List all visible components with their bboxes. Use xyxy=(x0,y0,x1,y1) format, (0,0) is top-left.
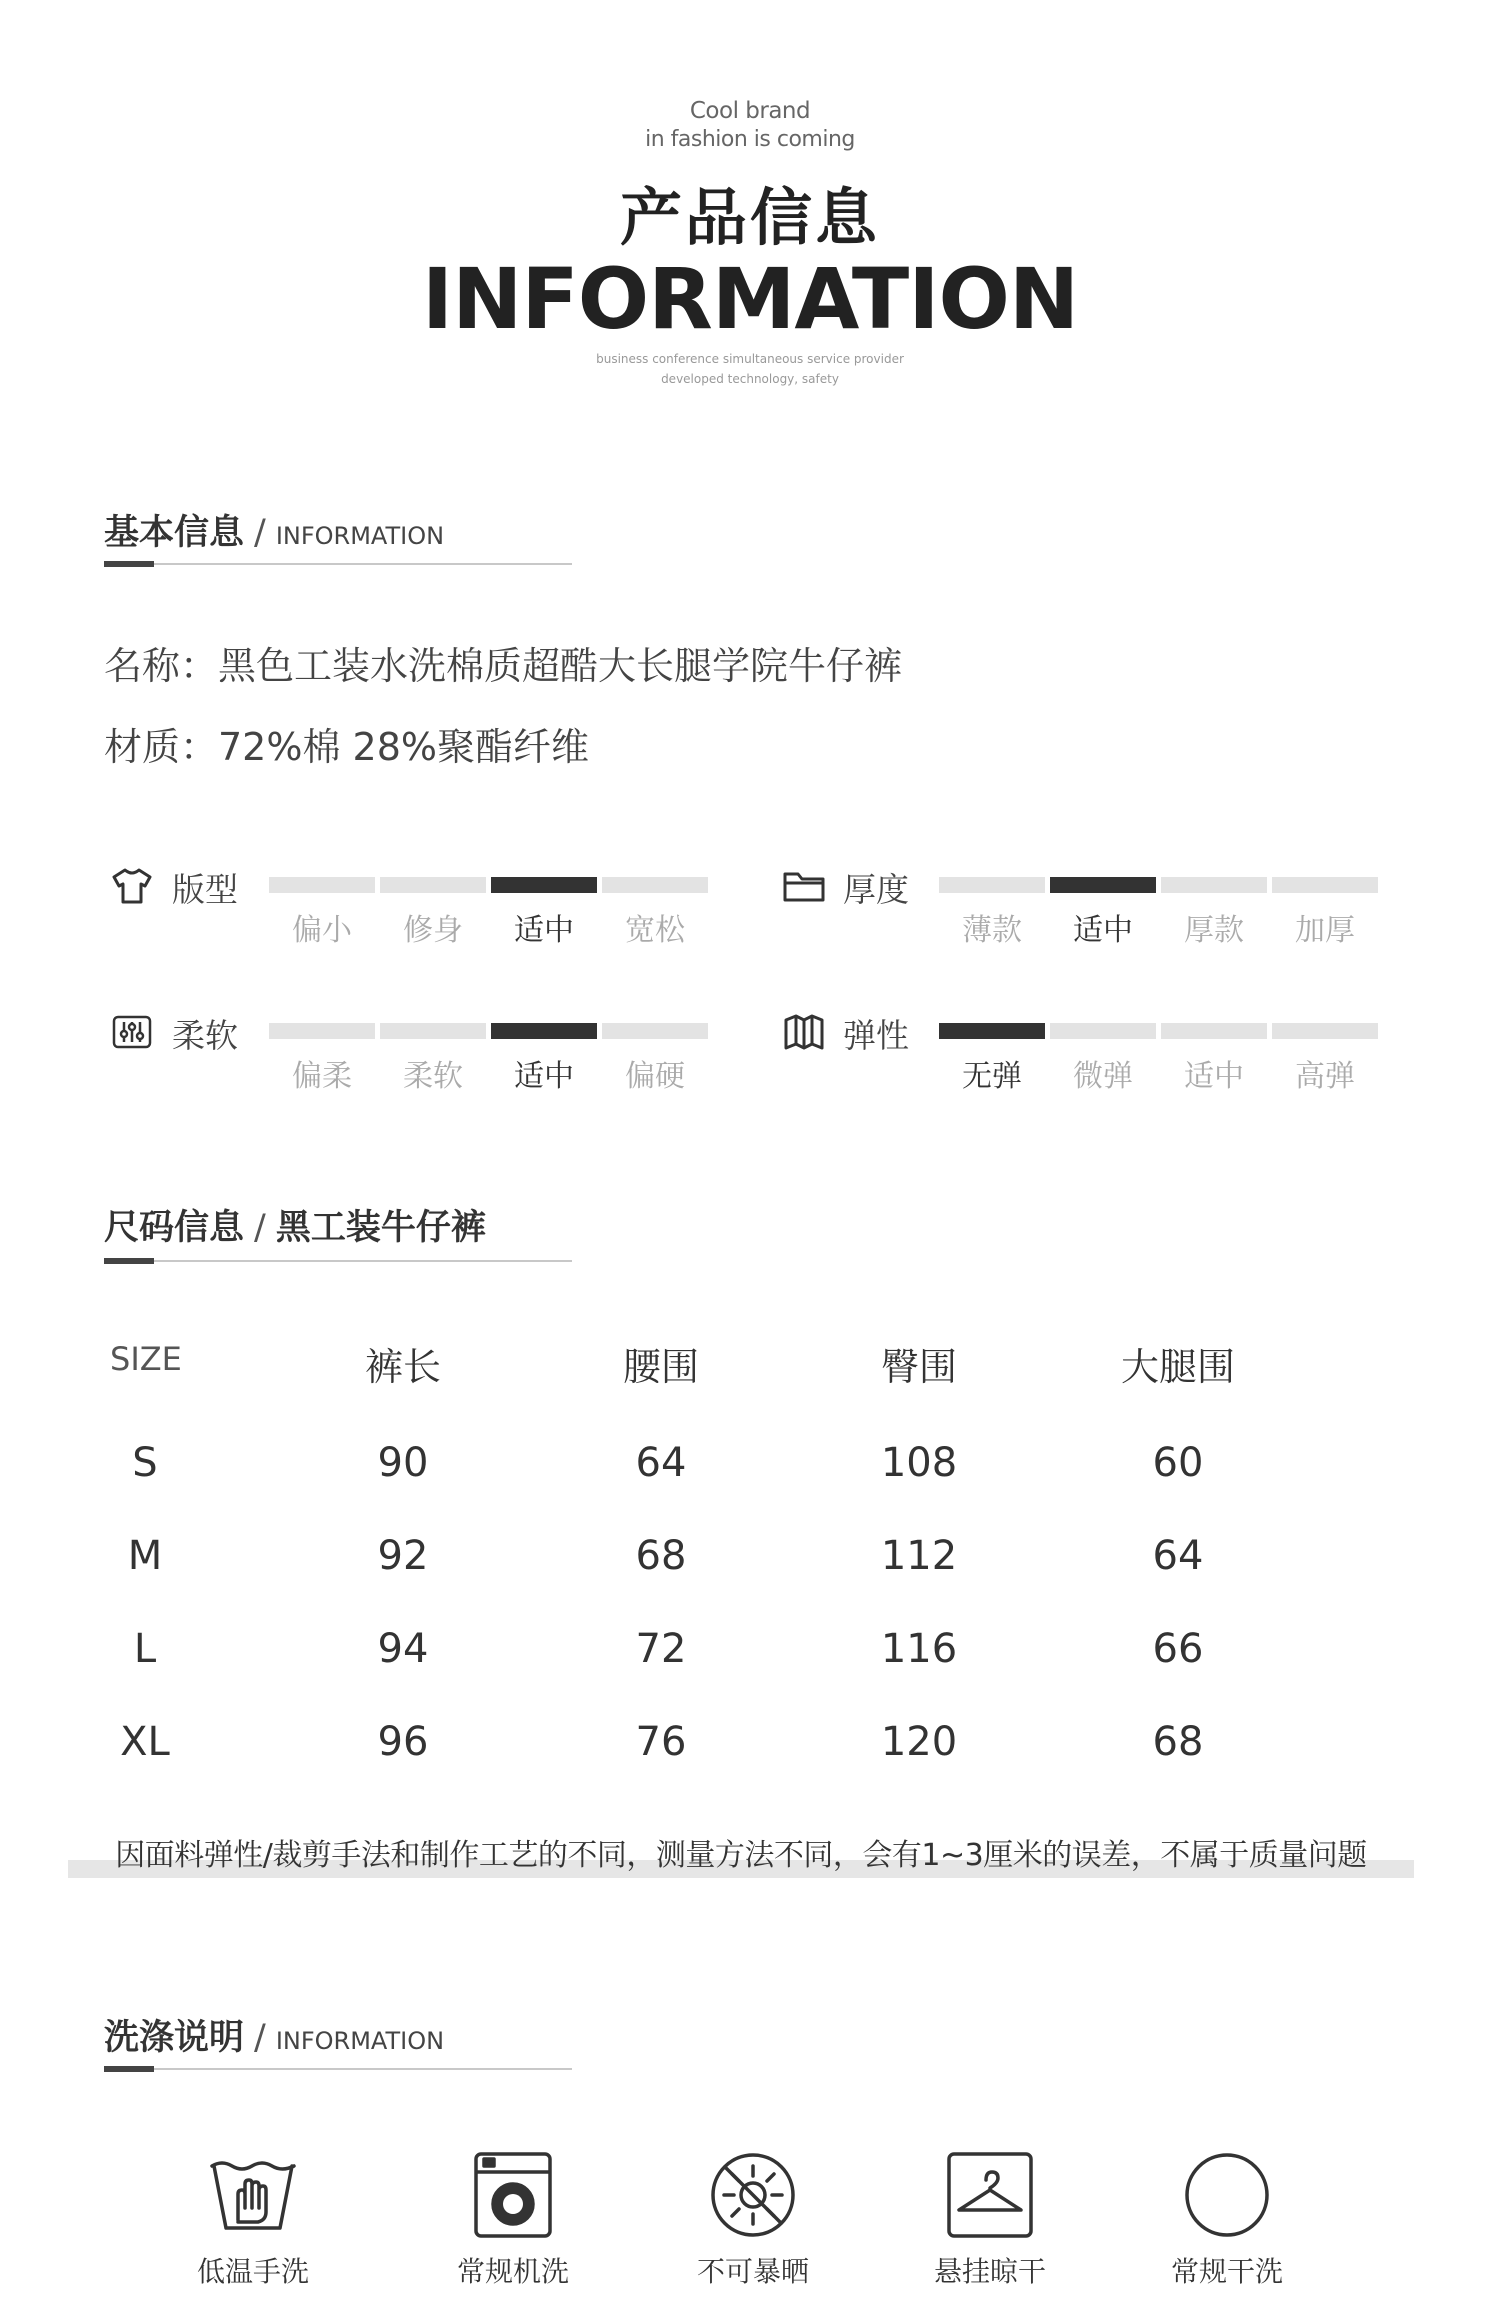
table-cell: 60 xyxy=(1152,1440,1204,1486)
attr-elasticity-bar-1 xyxy=(939,1023,1045,1039)
attr-softness-bar-3 xyxy=(491,1023,597,1039)
wash-label-hang: 悬挂晾干 xyxy=(933,2255,1046,2288)
attr-label-thickness: 厚度 xyxy=(843,870,909,909)
wash-label-dry-clean: 常规干洗 xyxy=(1170,2255,1283,2288)
product-material: 材质：72%棉 28%聚酯纤维 xyxy=(104,725,590,769)
attr-elasticity-bar-3 xyxy=(1161,1023,1267,1039)
tagline-2: developed technology, safety xyxy=(661,372,839,386)
attr-thickness-bar-1 xyxy=(939,877,1045,893)
table-header-thigh: 大腿围 xyxy=(1120,1345,1235,1389)
table-cell-size: L xyxy=(133,1626,157,1672)
attr-label-fit: 版型 xyxy=(172,870,238,909)
size-note: 因面料弹性/裁剪手法和制作工艺的不同，测量方法不同，会有1~3厘米的误差，不属于质量问题 xyxy=(115,1838,1367,1873)
table-header-size: SIZE xyxy=(110,1340,182,1378)
table-cell: 90 xyxy=(377,1440,429,1486)
table-cell: 68 xyxy=(1152,1719,1204,1765)
table-cell: 96 xyxy=(377,1719,429,1765)
tagline-1: business conference simultaneous service provider xyxy=(596,352,904,366)
machine-wash-icon xyxy=(468,2150,558,2240)
wash-info-title: 洗涤说明 xyxy=(104,2018,245,2058)
table-cell: 120 xyxy=(880,1719,958,1765)
table-cell: 66 xyxy=(1152,1626,1204,1672)
product-name: 名称：黑色工装水洗棉质超酷大长腿学院牛仔裤 xyxy=(104,644,903,688)
table-cell: 92 xyxy=(377,1533,429,1579)
tshirt-icon xyxy=(110,864,154,908)
attr-thickness-bar-2 xyxy=(1050,877,1156,893)
no-sun-icon xyxy=(708,2150,798,2240)
attr-thickness-option: 薄款 xyxy=(962,913,1022,948)
attr-softness-bar-4 xyxy=(602,1023,708,1039)
wash-info-divider xyxy=(104,2068,572,2070)
attr-fit-bar-3 xyxy=(491,877,597,893)
attr-elasticity-bar-4 xyxy=(1272,1023,1378,1039)
attr-softness-bar-1 xyxy=(269,1023,375,1039)
attr-softness-option: 偏柔 xyxy=(292,1059,352,1094)
wash-info-accent xyxy=(104,2066,154,2072)
attr-fit-bar-2 xyxy=(380,877,486,893)
table-cell-size: XL xyxy=(120,1719,170,1765)
attr-fit-bar-1 xyxy=(269,877,375,893)
attr-label-elasticity: 弹性 xyxy=(843,1016,909,1055)
table-cell: 116 xyxy=(880,1626,958,1672)
attr-elasticity-option: 适中 xyxy=(1184,1059,1244,1094)
table-cell: 68 xyxy=(635,1533,687,1579)
table-header-hip: 臀围 xyxy=(880,1345,957,1389)
page-title-cn: 产品信息 xyxy=(619,181,880,254)
attr-fit-option-selected: 适中 xyxy=(514,913,574,948)
brand-line-2: in fashion is coming xyxy=(645,127,855,152)
table-cell: 94 xyxy=(377,1626,429,1672)
attr-fit-option: 偏小 xyxy=(292,913,352,948)
attr-softness-option: 偏硬 xyxy=(625,1059,685,1094)
brand-line-1: Cool brand xyxy=(689,98,811,124)
attr-thickness-bar-3 xyxy=(1161,877,1267,893)
attr-thickness-option: 加厚 xyxy=(1295,913,1355,948)
basic-info-subtitle: INFORMATION xyxy=(275,522,445,550)
attr-softness-option: 柔软 xyxy=(403,1059,463,1094)
attr-fit-bar-4 xyxy=(602,877,708,893)
table-header-waist: 腰围 xyxy=(622,1345,699,1389)
wash-label-machine: 常规机洗 xyxy=(456,2255,569,2288)
attr-thickness-option-selected: 适中 xyxy=(1073,913,1133,948)
attr-elasticity-option: 高弹 xyxy=(1295,1059,1355,1094)
table-cell: 64 xyxy=(635,1440,687,1486)
size-info-subtitle: 黑工装牛仔裤 xyxy=(275,1208,486,1248)
attr-elasticity-bar-2 xyxy=(1050,1023,1156,1039)
table-cell-size: M xyxy=(127,1533,163,1579)
table-cell: 112 xyxy=(880,1533,958,1579)
attr-fit-option: 宽松 xyxy=(625,913,685,948)
wash-info-subtitle: INFORMATION xyxy=(275,2027,445,2055)
softness-icon xyxy=(110,1010,154,1054)
basic-info-slash: / xyxy=(254,513,266,553)
table-cell-size: S xyxy=(132,1440,158,1486)
size-info-accent xyxy=(104,1258,154,1264)
size-info-title: 尺码信息 xyxy=(104,1208,245,1248)
dry-clean-icon xyxy=(1182,2150,1272,2240)
size-info-slash: / xyxy=(254,1208,266,1248)
wash-info-header xyxy=(104,2010,444,2060)
size-info-divider xyxy=(104,1260,572,1262)
table-cell: 72 xyxy=(635,1626,687,1672)
elasticity-icon xyxy=(782,1010,826,1054)
attr-softness-option-selected: 适中 xyxy=(514,1059,574,1094)
wash-label-no-sun: 不可暴晒 xyxy=(696,2255,809,2288)
attr-softness-bar-2 xyxy=(380,1023,486,1039)
attr-elasticity-option-selected: 无弹 xyxy=(962,1059,1022,1094)
wash-info-slash: / xyxy=(254,2018,266,2058)
basic-info-header xyxy=(104,505,444,555)
attr-elasticity-option: 微弹 xyxy=(1073,1059,1133,1094)
hang-dry-icon xyxy=(945,2150,1035,2240)
folder-icon xyxy=(782,864,826,908)
attr-thickness-option: 厚款 xyxy=(1184,913,1244,948)
table-cell: 76 xyxy=(635,1719,687,1765)
attr-label-softness: 柔软 xyxy=(172,1016,238,1055)
wash-label-hand: 低温手洗 xyxy=(196,2255,309,2288)
page-title-en: INFORMATION xyxy=(421,250,1079,348)
size-info-header xyxy=(104,1200,486,1250)
table-cell: 64 xyxy=(1152,1533,1204,1579)
table-header-length: 裤长 xyxy=(364,1345,441,1389)
attr-fit-option: 修身 xyxy=(403,913,463,948)
basic-info-title: 基本信息 xyxy=(104,513,245,553)
basic-info-divider xyxy=(104,563,572,565)
table-cell: 108 xyxy=(880,1440,958,1486)
hand-wash-icon xyxy=(208,2150,298,2240)
basic-info-accent xyxy=(104,561,154,567)
attr-thickness-bar-4 xyxy=(1272,877,1378,893)
